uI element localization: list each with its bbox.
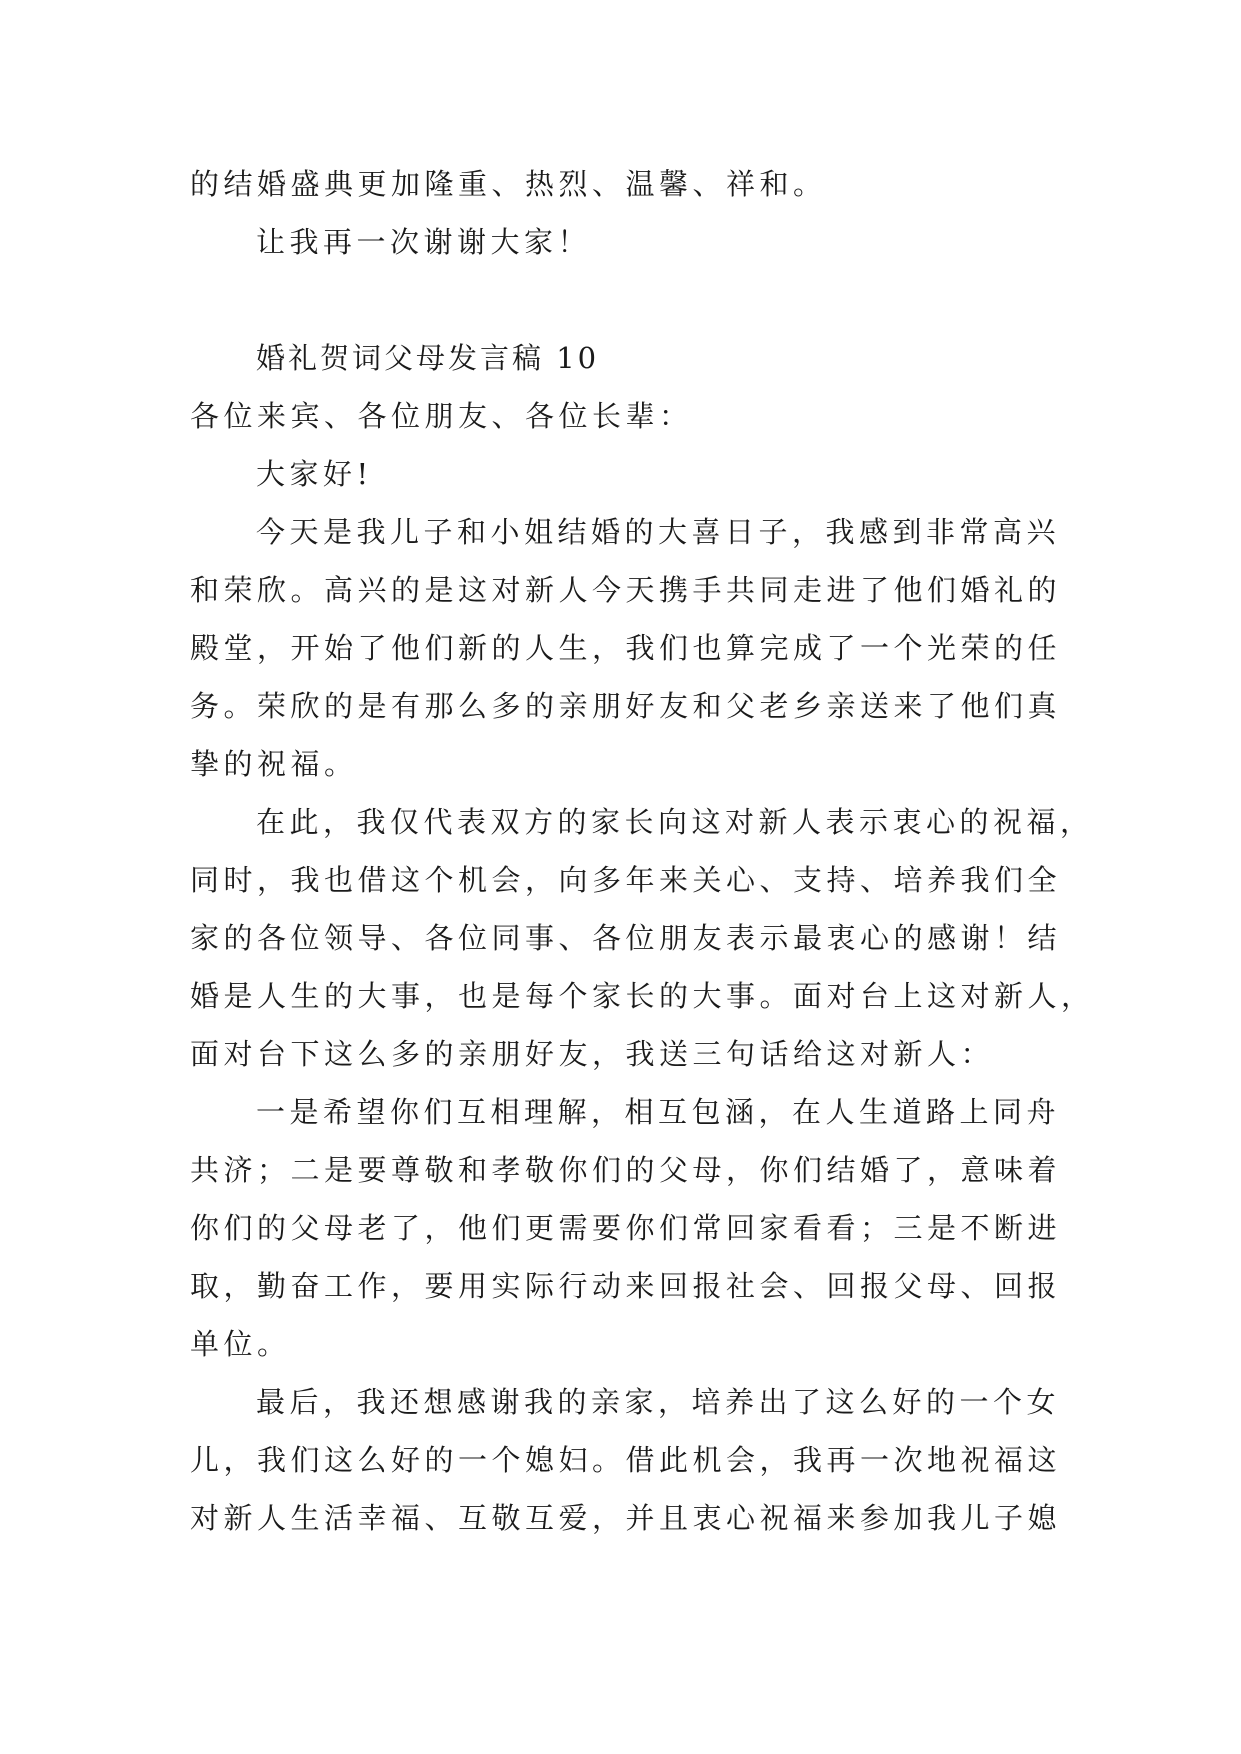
paragraph-3-line: 你们的父母老了，他们更需要你们常回家看看；三是不断进 — [190, 1211, 1062, 1245]
paragraph-4-line: 儿，我们这么好的一个媳妇。借此机会，我再一次地祝福这 — [190, 1443, 1062, 1477]
paragraph-2-line: 同时，我也借这个机会，向多年来关心、支持、培养我们全 — [190, 863, 1062, 897]
document-page — [190, 155, 1095, 1547]
section-title: 婚礼贺词父母发言稿 10 — [256, 341, 600, 375]
paragraph-1-line: 挚的祝福。 — [190, 747, 358, 781]
paragraph-1-line: 今天是我儿子和小姐结婚的大喜日子，我感到非常高兴 — [256, 515, 1061, 549]
salutation: 各位来宾、各位朋友、各位长辈： — [190, 399, 693, 433]
paragraph-1-line: 和荣欣。高兴的是这对新人今天携手共同走进了他们婚礼的 — [190, 573, 1062, 607]
paragraph-3-line: 取，勤奋工作，要用实际行动来回报社会、回报父母、回报 — [190, 1269, 1062, 1303]
paragraph-1-line: 务。荣欣的是有那么多的亲朋好友和父老乡亲送来了他们真 — [190, 689, 1062, 723]
paragraph-4-line: 最后，我还想感谢我的亲家，培养出了这么好的一个女 — [256, 1385, 1061, 1419]
paragraph-3-line: 一是希望你们互相理解，相互包涵，在人生道路上同舟 — [256, 1095, 1061, 1129]
continuation-line: 的结婚盛典更加隆重、热烈、温馨、祥和。 — [190, 167, 827, 201]
paragraph-2-line: 在此，我仅代表双方的家长向这对新人表示衷心的祝福， — [256, 805, 1094, 839]
paragraph-3-line: 共济；二是要尊敬和孝敬你们的父母，你们结婚了，意味着 — [190, 1153, 1062, 1187]
greeting: 大家好! — [256, 457, 373, 491]
paragraph-4-line: 对新人生活幸福、互敬互爱，并且衷心祝福来参加我儿子媳 — [190, 1501, 1062, 1535]
thanks-line: 让我再一次谢谢大家！ — [256, 225, 592, 259]
paragraph-2-line: 家的各位领导、各位同事、各位朋友表示最衷心的感谢！结 — [190, 921, 1062, 955]
paragraph-2-line: 婚是人生的大事，也是每个家长的大事。面对台上这对新人， — [190, 979, 1095, 1013]
paragraph-3-line: 单位。 — [190, 1327, 291, 1361]
section-gap — [190, 271, 1056, 329]
paragraph-2-line: 面对台下这么多的亲朋好友，我送三句话给这对新人： — [190, 1037, 995, 1071]
paragraph-1-line: 殿堂，开始了他们新的人生，我们也算完成了一个光荣的任 — [190, 631, 1062, 665]
